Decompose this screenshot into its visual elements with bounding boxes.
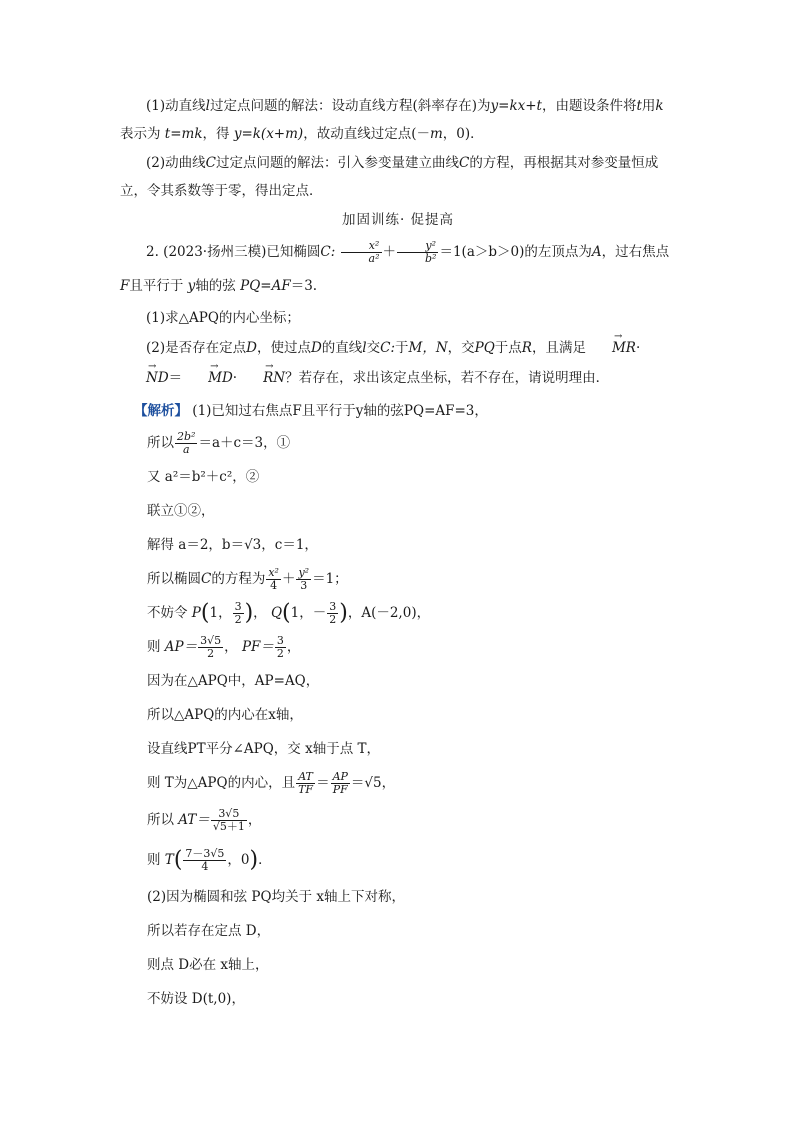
solution-line-13: 所以 AT＝ $\frac{3√5}{√5+1}$ ， <box>147 807 262 833</box>
solution-line-6 <box>147 562 676 596</box>
fraction <box>296 771 315 796</box>
paren: ) <box>339 600 348 626</box>
denominator: 3 <box>300 579 308 592</box>
text: 于 <box>395 340 409 356</box>
math: C <box>205 155 216 171</box>
fraction <box>183 848 226 873</box>
math: F <box>120 278 130 294</box>
text: 2. (2023·扬州三模)已知椭圆 <box>146 244 321 260</box>
text: (1)已知过右焦点F且平行于y轴的弦PQ=AF=3， <box>192 403 488 419</box>
text: ，由题设条件将 <box>541 98 637 114</box>
denominator: TF <box>298 783 314 796</box>
text: 轴的弦 <box>195 278 236 294</box>
denominator: a <box>182 443 190 456</box>
note-2 <box>120 149 676 205</box>
solution-line-8: 则 AP＝ $\frac{3√5}{2}$ ， PF＝ $\frac{3}{2}$ ， <box>147 634 301 660</box>
question-1: (1)求△APQ的内心坐标； <box>146 310 300 326</box>
text: ，过右焦点 <box>601 244 670 260</box>
text: ＝a＋c＝3，① <box>198 435 291 451</box>
solution-line-3: 又 a²＝b²＋c²，② <box>147 469 260 485</box>
text: ＋ <box>281 571 296 587</box>
text: ，A(－2,0)， <box>347 605 431 621</box>
math: y=k(x+m) <box>233 126 304 142</box>
text: 过定点问题的解法：引入参变量建立曲线 <box>215 155 459 171</box>
text: 的直线 <box>321 340 363 356</box>
math: l <box>205 98 210 114</box>
question-2 <box>120 333 676 393</box>
text: 1， <box>209 605 232 621</box>
paren: ( <box>282 600 291 626</box>
math: C <box>201 571 212 587</box>
text: ，0 <box>227 852 250 868</box>
solution-body <box>147 426 676 1016</box>
denominator: 4 <box>201 860 209 873</box>
vector: → ND <box>120 363 169 393</box>
numerator: x² <box>268 566 279 579</box>
numerator: 3 <box>329 600 337 613</box>
denominator: √5＋1 <box>212 820 245 833</box>
solution-line-7: 不妨令 P(1， $\frac{3}{2}$ )， Q(1，－ $\frac{3}{2}$ )，A(－2,0)， <box>147 600 431 626</box>
numerator: x² <box>341 240 382 253</box>
note-1 <box>120 92 676 148</box>
math: C <box>458 155 470 171</box>
fraction <box>341 240 382 265</box>
denominator: 2 <box>329 613 337 626</box>
denominator: PF <box>332 783 348 796</box>
text: 用 <box>641 98 656 114</box>
fraction <box>175 431 197 456</box>
solution-line-11: 设直线PT平分∠APQ，交 x轴于点 T， <box>147 741 380 757</box>
math: y=kx+t <box>490 98 542 114</box>
text: 过定点问题的解法：设动直线方程(斜率存在)为 <box>209 98 491 114</box>
fraction <box>266 567 281 592</box>
math: P <box>191 605 201 621</box>
fraction <box>211 808 247 833</box>
text: 于点 <box>494 340 522 356</box>
numerator: 7－3√5 <box>185 847 225 860</box>
math: l <box>362 340 367 356</box>
page-content <box>120 92 676 1016</box>
math: M，N <box>408 340 448 356</box>
solution-line-5: 解得 a＝2，b＝√3，c＝1， <box>147 537 318 553</box>
solution-line-4: 联立①②， <box>147 503 215 519</box>
text: (1)动直线 <box>146 98 206 114</box>
denominator: b² <box>425 252 437 265</box>
denominator: 2 <box>276 647 284 660</box>
math: AP＝ <box>164 639 198 655</box>
fraction <box>233 601 244 626</box>
math: PQ <box>474 340 495 356</box>
numerator: 3 <box>234 600 242 613</box>
text: ＝ <box>316 775 330 791</box>
text: 则 <box>147 852 161 868</box>
math: C: <box>320 244 336 260</box>
fraction <box>275 635 286 660</box>
text: ， <box>224 639 238 655</box>
math: D <box>310 340 322 356</box>
numerator: y² <box>298 566 310 579</box>
text: ，交 <box>447 340 475 356</box>
math: Q <box>270 605 283 621</box>
math: A <box>591 244 602 260</box>
text: 所以 <box>147 435 174 451</box>
text: ＋ <box>382 244 397 260</box>
math: y <box>187 278 196 294</box>
solution-line-14: 则 T( $\frac{7-3√5}{4}$ ，0)． <box>147 847 272 873</box>
numerator: AT <box>296 771 315 784</box>
numerator: AP <box>332 770 348 783</box>
solution-line-17: 则点 D必在 x轴上， <box>147 957 269 973</box>
math: k <box>655 98 664 114</box>
text: ＝ <box>168 370 183 386</box>
denominator: 4 <box>270 579 278 592</box>
denominator: a² <box>368 252 380 265</box>
text: (2)是否存在定点 <box>146 340 247 356</box>
solution-line-12 <box>147 766 676 800</box>
math: C: <box>380 340 395 356</box>
text: 所以椭圆 <box>147 571 201 587</box>
numerator: y² <box>397 240 438 253</box>
solution-line-18: 不妨设 D(t,0)， <box>147 991 245 1007</box>
solution-line-1 <box>120 397 676 425</box>
numerator: 3√5 <box>211 808 247 821</box>
text: ？若存在，求出该定点坐标，若不存在，请说明理由． <box>285 370 610 386</box>
vector: → RN <box>237 363 285 393</box>
math: AT＝ <box>178 812 210 828</box>
math: R <box>521 340 532 356</box>
vector: → MD <box>182 363 233 393</box>
text: ，使过点 <box>256 340 311 356</box>
solution-line-16: 所以若存在定点 D， <box>147 923 271 939</box>
text: · <box>635 340 641 356</box>
math: D <box>246 340 257 356</box>
text: 1， <box>290 605 313 621</box>
paren: ) <box>249 847 259 873</box>
text: 则 <box>147 639 161 655</box>
solution-tag: 【解析】 <box>134 403 188 419</box>
fraction <box>296 567 311 592</box>
text: 的方程为 <box>211 571 266 587</box>
math: t=mk <box>164 126 203 142</box>
fraction <box>198 635 223 660</box>
fraction <box>397 240 438 265</box>
text: ，且满足 <box>531 340 586 356</box>
text: ＝1； <box>312 571 348 587</box>
problem-statement <box>120 235 676 303</box>
text: 则 T为△APQ的内心，且 <box>147 775 296 791</box>
text: ，0)． <box>442 126 484 142</box>
paren: ( <box>200 600 210 626</box>
paren: ) <box>244 600 254 626</box>
text: － <box>312 605 327 621</box>
math: PF＝ <box>241 639 274 655</box>
text: (2)动曲线 <box>146 155 206 171</box>
math: T <box>164 852 174 868</box>
text: 交 <box>366 340 381 356</box>
math: PQ=AF <box>240 278 291 294</box>
text: ，故动直线过定点(－ <box>303 126 430 142</box>
fraction <box>327 601 338 626</box>
paren: ( <box>173 847 183 873</box>
text: ，得 <box>202 126 230 142</box>
numerator: 3√5 <box>200 634 222 647</box>
numerator: 2b² <box>177 430 196 443</box>
math: m <box>429 126 443 142</box>
text: 所以 <box>147 812 174 828</box>
text: · <box>232 370 238 386</box>
text: ＝3. <box>290 278 318 294</box>
numerator: 3 <box>276 634 284 647</box>
denominator: 2 <box>207 647 215 660</box>
denominator: 2 <box>234 613 242 626</box>
section-heading: 加固训练· 促提高 <box>341 212 455 228</box>
text: 的方程，再根据其对参变量恒成立，令其系数等于零，得出定点． <box>120 155 659 199</box>
text: 表示为 <box>120 126 161 142</box>
text: 且平行于 <box>129 278 184 294</box>
solution-line-9: 因为在△APQ中，AP=AQ， <box>147 673 320 689</box>
fraction <box>331 771 350 796</box>
solution-line-15: (2)因为椭圆和弦 PQ均关于 x轴上下对称， <box>147 889 405 905</box>
math: t <box>636 98 642 114</box>
solution-line-2 <box>147 426 676 460</box>
text: 不妨令 <box>147 605 188 621</box>
vector: → MR <box>586 333 636 363</box>
text: ＝1(a＞b＞0)的左顶点为 <box>439 244 592 260</box>
solution-line-10: 所以△APQ的内心在x轴， <box>147 707 303 723</box>
text: ＝√5， <box>350 775 396 791</box>
